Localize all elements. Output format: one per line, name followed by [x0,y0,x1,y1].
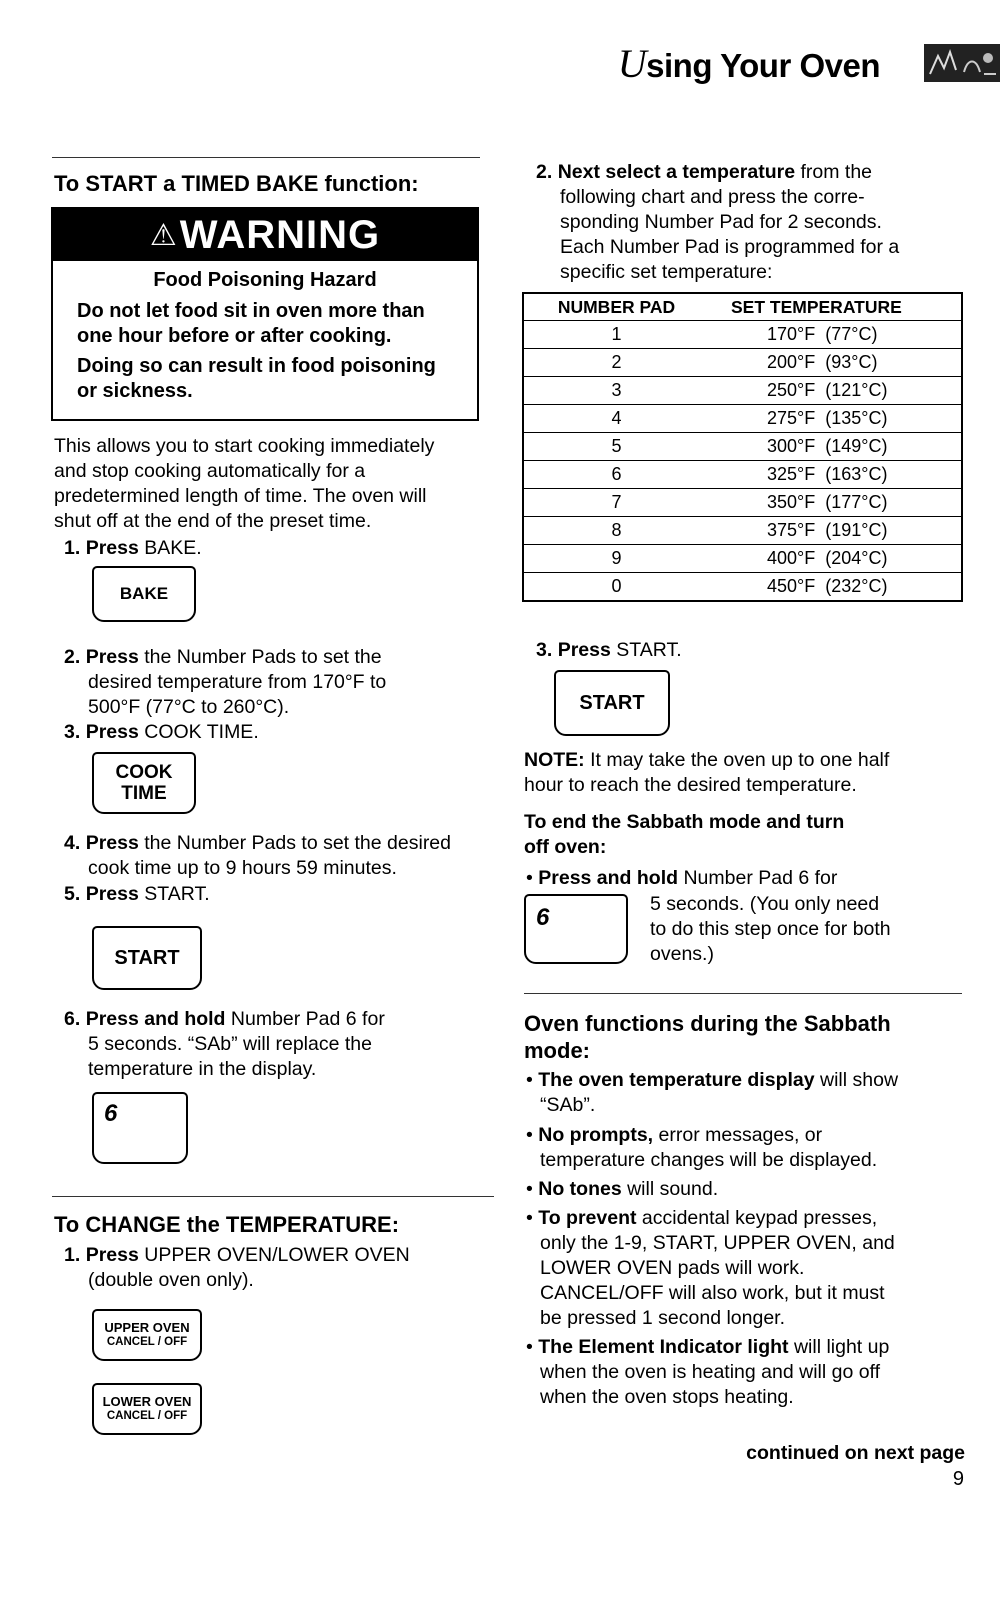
number-pad-cell: 2 [523,349,709,377]
intro-line: shut off at the end of the preset time. [54,510,372,532]
set-temperature-cell: 350°F (177°C) [709,489,962,517]
step-text: COOK TIME. [138,721,259,743]
list-item: • To prevent accidental keypad presses, [526,1207,878,1229]
list-item: • No prompts, error messages, or [526,1124,823,1146]
step-text: (double oven only). [88,1269,254,1291]
step-text: specific set temperature: [560,261,773,283]
kitchen-scene-logo-icon [924,44,1000,82]
number-pad-cell: 0 [523,573,709,602]
key-label: START [114,946,180,969]
step-5 [64,882,210,907]
timed-bake-title: To START a TIMED BAKE function: [54,171,419,196]
warning-line: one hour before or after cooking. [77,325,392,347]
step-text: the Number Pads to set the desired [138,832,451,854]
step-action: Press and hold [85,1008,226,1030]
intro-line: predetermined length of time. The oven will [54,485,427,507]
step-action: Press [85,537,139,559]
list-item: • The oven temperature display will show [526,1069,899,1091]
step-text: the Number Pads to set the [138,646,382,668]
number-pad-cell: 5 [523,433,709,461]
intro-line: and stop cooking automatically for a [54,460,366,482]
key-label: TIME [121,783,167,804]
section-rule [52,1196,494,1197]
continued-note: continued on next page [746,1442,965,1464]
step-action: Press [85,721,139,743]
note-label: NOTE: [524,749,585,771]
sabbath-bullet-list [526,1068,966,1410]
intro-paragraph [54,434,434,534]
step-action: Press [85,1244,139,1266]
table-header-row [523,293,962,321]
warning-line: Doing so can result in food poisoning [77,355,436,377]
step-number: 5. [64,883,81,905]
page-number: 9 [952,1468,964,1490]
step-number: 1. [64,537,81,559]
right-step-2 [536,160,899,285]
bullet-text: will light up [788,1336,890,1358]
change-step-1 [64,1243,410,1293]
number-pad-cell: 7 [523,489,709,517]
functions-title-line: Oven functions during the Sabbath [524,1011,891,1036]
table-header-number-pad: NUMBER PAD [557,296,676,317]
bullet-bold: No tones [538,1178,622,1200]
key-label: BAKE [119,584,169,603]
set-temperature-cell: 200°F (93°C) [709,349,962,377]
set-temperature-cell: 250°F (121°C) [709,377,962,405]
warning-line: or sickness. [77,380,193,402]
bullet-text: only the 1-9, START, UPPER OVEN, and [540,1232,895,1254]
temperature-table [522,292,963,602]
bullet-text: ovens.) [650,943,714,965]
note-text: hour to reach the desired temperature. [524,774,857,796]
step-text: Number Pad 6 for [225,1008,385,1030]
set-temperature-cell: 400°F (204°C) [709,545,962,573]
bullet-text: Number Pad 6 for [678,867,838,889]
step-text: UPPER OVEN/LOWER OVEN [138,1244,410,1266]
table-row [523,461,962,489]
step-action: Press [85,832,139,854]
key-label: UPPER OVEN [104,1320,190,1335]
bullet-text: LOWER OVEN pads will work. [540,1257,805,1279]
bullet-text: 5 seconds. (You only need [650,893,880,915]
step-1 [64,536,202,561]
step-text: from the [795,161,873,183]
step-text: START. [138,883,210,905]
step-text: cook time up to 9 hours 59 minutes. [88,857,397,879]
bullet-text: error messages, or [653,1124,823,1146]
bullet-text: accidental keypad presses, [636,1207,878,1229]
bullet-text: will show [814,1069,899,1091]
step-text: 5 seconds. “SAb” will replace the [88,1033,372,1055]
table-row [523,573,962,602]
list-item: • The Element Indicator light will light up [526,1336,890,1358]
number-pad-cell: 1 [523,321,709,349]
number-pad-cell: 3 [523,377,709,405]
bullet-text: to do this step once for both [650,918,891,940]
bake-key[interactable] [92,566,196,622]
key-label: COOK [115,762,173,783]
set-temperature-cell: 275°F (135°C) [709,405,962,433]
note-text: It may take the oven up to one half [584,749,890,771]
note [524,748,889,798]
sabbath-functions-title [524,1010,891,1064]
key-label: LOWER OVEN [102,1394,192,1409]
step-number: 1. [64,1244,81,1266]
bullet-bold: To prevent [538,1207,637,1229]
page-header-title [618,40,880,87]
step-number: 2. [64,646,81,668]
step-number: 3. [536,639,553,661]
step-action: Press [85,883,139,905]
bullet-text: when the oven is heating and will go off [540,1361,881,1383]
bullet-bold: No prompts, [538,1124,654,1146]
step-text: desired temperature from 170°F to [88,671,387,693]
change-temperature-title: To CHANGE the TEMPERATURE: [54,1212,400,1237]
bullet-text: “SAb”. [540,1094,596,1116]
upper-oven-key[interactable] [92,1309,202,1361]
section-rule [524,993,962,994]
key-label: START [579,691,645,714]
table-row [523,517,962,545]
step-6 [64,1007,385,1082]
set-temperature-cell: 450°F (232°C) [709,573,962,602]
number-pad-6-key[interactable] [92,1092,188,1164]
key-label: CANCEL / OFF [106,1410,188,1422]
key-label: 6 [536,904,550,931]
step-action: Press [557,639,611,661]
step-action: Next select a temperature [557,161,796,183]
step-text: Each Number Pad is programmed for a [560,236,900,258]
step-text: temperature in the display. [88,1058,317,1080]
number-pad-cell: 9 [523,545,709,573]
start-key[interactable] [92,926,202,990]
number-pad-6-key[interactable] [524,894,628,964]
table-row [523,377,962,405]
set-temperature-cell: 170°F (77°C) [709,321,962,349]
step-number: 6. [64,1008,81,1030]
step-text: following chart and press the corre- [560,186,865,208]
bullet-bold: Press and hold [538,867,679,889]
table-row [523,433,962,461]
number-pad-cell: 8 [523,517,709,545]
end-title-line: To end the Sabbath mode and turn [524,811,845,833]
warning-hazard: Food Poisoning Hazard [153,269,377,291]
step-2 [64,645,386,720]
key-label: CANCEL / OFF [106,1336,188,1348]
warning-label: WARNING [179,213,381,257]
intro-line: This allows you to start cooking immediately [54,435,435,457]
table-row [523,405,962,433]
table-row [523,349,962,377]
bullet-text: when the oven stops heating. [540,1386,794,1408]
step-text: START. [610,639,682,661]
bullet-text: temperature changes will be displayed. [540,1149,878,1171]
bullet-bold: The oven temperature display [538,1069,815,1091]
bullet-text: CANCEL/OFF will also work, but it must [540,1282,885,1304]
set-temperature-cell: 375°F (191°C) [709,517,962,545]
step-4 [64,831,451,881]
bullet-bold: The Element Indicator light [538,1336,789,1358]
step-number: 4. [64,832,81,854]
bullet-text: will sound. [621,1178,719,1200]
end-bullet: • Press and hold Number Pad 6 for [526,867,838,889]
warning-box [51,207,479,421]
warning-banner [53,209,477,261]
header-rest: sing Your Oven [646,47,880,84]
cook-time-key[interactable] [92,752,196,814]
step-text: BAKE. [138,537,202,559]
set-temperature-cell: 300°F (149°C) [709,433,962,461]
end-sabbath-title [524,810,844,860]
step-text: sponding Number Pad for 2 seconds. [560,211,882,233]
number-pad-cell: 6 [523,461,709,489]
step-number: 3. [64,721,81,743]
key-label: 6 [104,1100,118,1127]
table-row [523,321,962,349]
warning-line: Do not let food sit in oven more than [77,300,425,322]
section-rule [52,157,480,158]
warning-triangle-icon: ⚠ [149,219,178,252]
step-3 [64,720,259,745]
start-key[interactable] [554,670,670,736]
number-pad-cell: 4 [523,405,709,433]
table-row [523,489,962,517]
step-action: Press [85,646,139,668]
functions-title-line: mode: [524,1038,590,1063]
header-initial: U [617,41,647,86]
table-row [523,545,962,573]
end-title-line: off oven: [524,836,607,858]
right-step-3 [536,638,682,663]
step-text: 500°F (77°C to 260°C). [88,696,290,718]
table-header-set-temperature: SET TEMPERATURE [731,296,902,317]
list-item: • No tones will sound. [526,1178,719,1200]
lower-oven-key[interactable] [92,1383,202,1435]
set-temperature-cell: 325°F (163°C) [709,461,962,489]
bullet-text: be pressed 1 second longer. [540,1307,786,1329]
step-number: 2. [536,161,553,183]
end-bullet-continued [650,892,891,967]
